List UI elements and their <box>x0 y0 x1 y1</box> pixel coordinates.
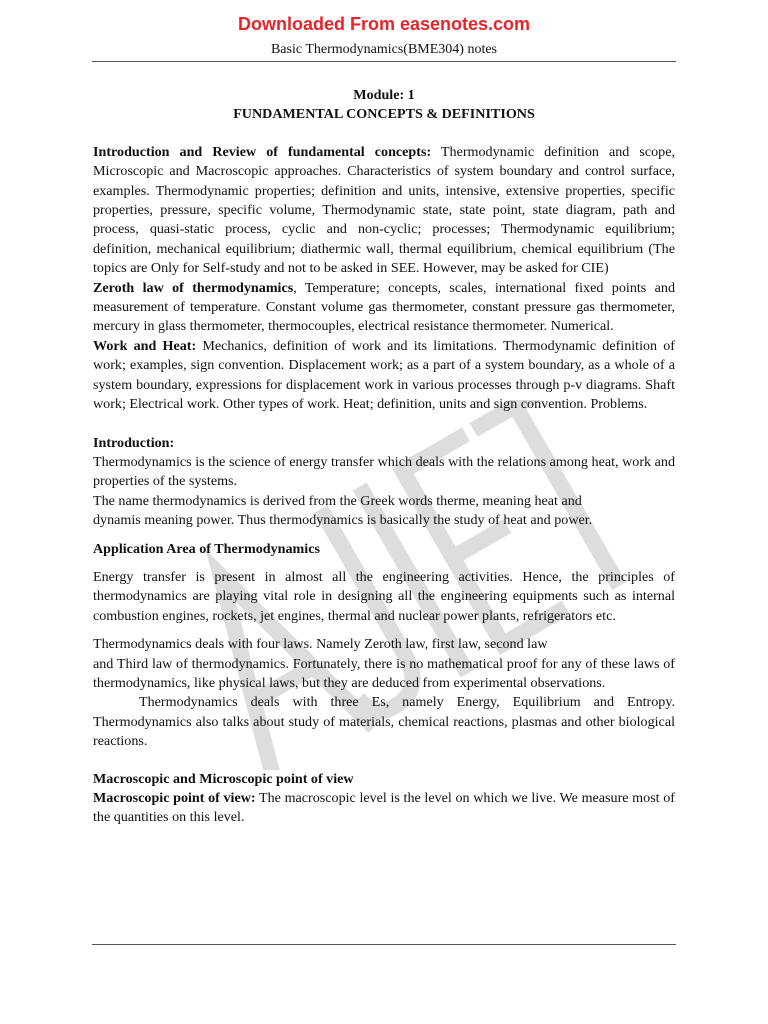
syllabus-zeroth-heading: Zeroth law of thermodynamics <box>93 279 294 296</box>
introduction-para-1: Thermodynamics is the science of energy transfer which deals with the relations among heat, work and properties of the systems. <box>93 453 675 490</box>
syllabus-intro <box>93 143 675 279</box>
application-para-2-rest: and Third law of thermodynamics. Fortunately, there is no mathematical proof for any of these laws of thermodynamics, like physical laws, but they are deduced from experimental observations. <box>93 655 675 691</box>
introduction-para-2-line-1: The name thermodynamics is derived from the Greek words therme, meaning heat and <box>93 492 582 509</box>
application-para-3: Thermodynamics deals with three Es, namely Energy, Equilibrium and Entropy. Thermodynamics also talks about study of materials, chemical reactions, plasmas and other biological reactions. <box>93 694 675 750</box>
syllabus-work <box>93 337 675 415</box>
footer-rule <box>92 944 676 945</box>
application-para-1: Energy transfer is present in almost all the engineering activities. Hence, the principles of thermodynamics are playing vital role in designing all the engineering equipments such as internal combustion engines, rockets, jet engines, thermal and nuclear power plants, refrigerators etc. <box>93 568 675 624</box>
page-content <box>93 86 675 828</box>
syllabus-zeroth-text: , Temperature; concepts, scales, international fixed points and measurement of temperature. Constant volume gas thermometer, constant pressure gas thermometer, mercury in glass thermometer, thermocouples, electrical resistance thermometer. Numerical. <box>93 279 675 335</box>
header-rule <box>92 61 676 62</box>
page-header: Basic Thermodynamics(BME304) notes <box>270 42 498 57</box>
syllabus-intro-heading: Introduction and Review of fundamental concepts: <box>93 143 432 160</box>
macro-text: The macroscopic level is the level on which we live. We measure most of the quantities on this level. <box>93 790 675 826</box>
syllabus-zeroth <box>93 279 675 337</box>
macro-heading: Macroscopic point of view: <box>93 790 256 806</box>
application-heading: Application Area of Thermodynamics <box>93 540 320 557</box>
syllabus-work-heading: Work and Heat: <box>93 337 197 354</box>
module-number: Module: 1 <box>353 87 415 103</box>
application-para-2-line-1: Thermodynamics deals with four laws. Namely Zeroth law, first law, second law <box>93 636 548 653</box>
download-banner: Downloaded From easenotes.com <box>237 14 531 34</box>
introduction-heading: Introduction: <box>93 434 175 451</box>
macro-paragraph <box>93 789 675 828</box>
macro-micro-heading: Macroscopic and Microscopic point of view <box>93 770 354 787</box>
introduction-para-2-line-2: dynamis meaning power. Thus thermodynamics is basically the study of heat and power. <box>93 512 593 529</box>
module-title: FUNDAMENTAL CONCEPTS & DEFINITIONS <box>233 106 535 123</box>
syllabus-intro-text: Thermodynamic definition and scope, Microscopic and Macroscopic approaches. Characteristics of system boundary and control surface, examples. Thermodynamic properties; definition and units, intensive, extensive properties, specific properties, pressure, specific volume, Thermodynamic state, state point, state diagram, path and process, quasi-static process, cyclic and non-cyclic; processes; Thermodynamic equilibrium; definition, mechanical equilibrium; diathermic wall, thermal equilibrium, chemical equilibrium (The topics are Only for Self-study and not to be asked in SEE. However, may be asked for CIE) <box>93 143 675 277</box>
syllabus-work-text: Mechanics, definition of work and its limitations. Thermodynamic definition of work; examples, sign convention. Displacement work; as a part of a system boundary, as a whole of a system boundary, expressions for displacement work in various processes through p-v diagrams. Shaft work; Electrical work. Other types of work. Heat; definition, units and sign convention. Problems. <box>93 337 675 413</box>
